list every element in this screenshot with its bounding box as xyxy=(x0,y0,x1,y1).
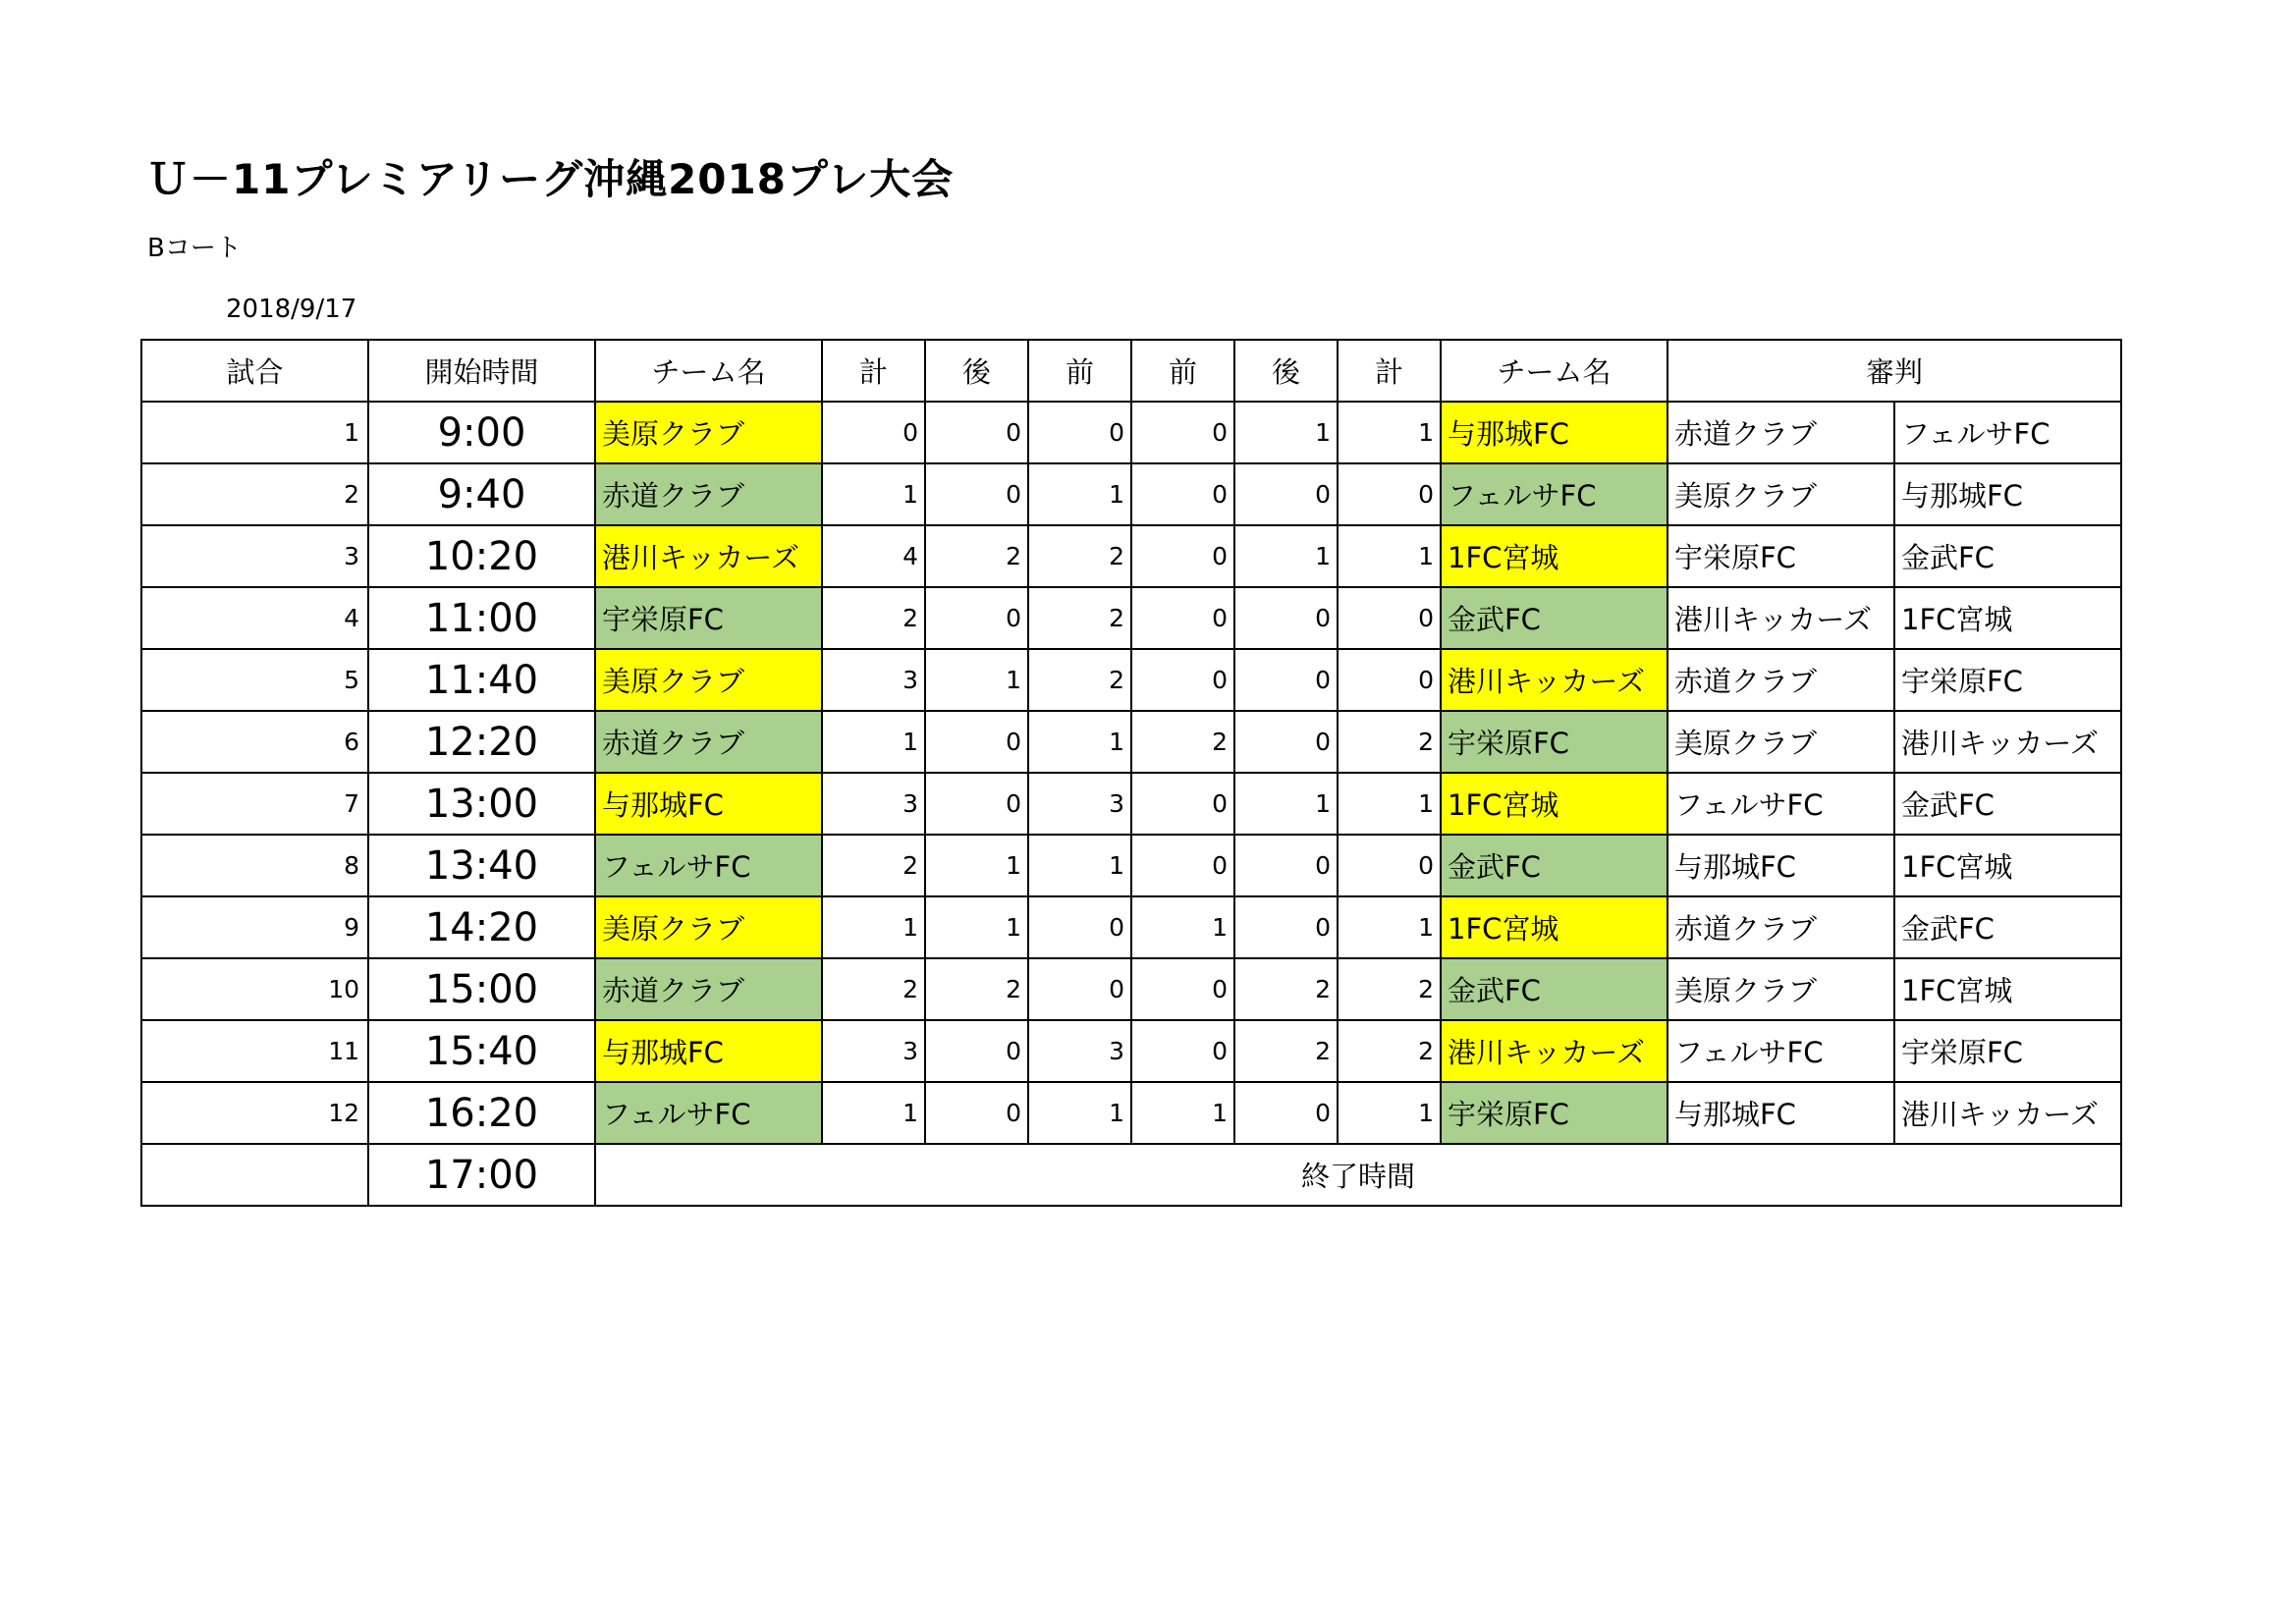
total-a: 1 xyxy=(822,896,925,958)
team-b: 金武FC xyxy=(1441,835,1667,896)
second-half-a: 0 xyxy=(925,1082,1028,1144)
referee-1: 美原クラブ xyxy=(1667,958,1894,1020)
team-a: 赤道クラブ xyxy=(595,958,822,1020)
second-half-a: 2 xyxy=(925,525,1028,587)
total-b: 0 xyxy=(1338,835,1441,896)
page-title: Ｕ－11プレミアリーグ沖縄2018プレ大会 xyxy=(147,155,955,203)
header-row xyxy=(141,340,2121,402)
first-half-b: 0 xyxy=(1131,587,1234,649)
team-b: 港川キッカーズ xyxy=(1441,649,1667,711)
match-number: 10 xyxy=(141,958,368,1020)
team-a: 港川キッカーズ xyxy=(595,525,822,587)
first-half-b: 1 xyxy=(1131,896,1234,958)
second-half-a: 0 xyxy=(925,773,1028,835)
header-second-half-a: 後 xyxy=(925,340,1028,402)
total-a: 1 xyxy=(822,463,925,525)
total-a: 3 xyxy=(822,1020,925,1082)
end-row-blank xyxy=(141,1144,368,1206)
second-half-b: 1 xyxy=(1234,402,1338,463)
first-half-b: 0 xyxy=(1131,649,1234,711)
table-row xyxy=(141,402,2121,463)
first-half-a: 1 xyxy=(1028,463,1131,525)
total-b: 1 xyxy=(1338,525,1441,587)
second-half-b: 0 xyxy=(1234,1082,1338,1144)
table-row xyxy=(141,1020,2121,1082)
referee-1: 美原クラブ xyxy=(1667,711,1894,773)
header-team-b: チーム名 xyxy=(1441,340,1667,402)
table-row xyxy=(141,1082,2121,1144)
header-start-time: 開始時間 xyxy=(368,340,595,402)
total-a: 2 xyxy=(822,587,925,649)
match-schedule-table xyxy=(140,339,2122,1207)
first-half-a: 3 xyxy=(1028,773,1131,835)
second-half-a: 0 xyxy=(925,711,1028,773)
total-b: 0 xyxy=(1338,649,1441,711)
second-half-b: 0 xyxy=(1234,896,1338,958)
referee-1: 赤道クラブ xyxy=(1667,649,1894,711)
team-b: 与那城FC xyxy=(1441,402,1667,463)
total-b: 1 xyxy=(1338,896,1441,958)
team-b: 宇栄原FC xyxy=(1441,711,1667,773)
start-time: 11:40 xyxy=(368,649,595,711)
team-b: 1FC宮城 xyxy=(1441,773,1667,835)
court-label: Bコート xyxy=(147,234,242,263)
first-half-b: 1 xyxy=(1131,1082,1234,1144)
first-half-a: 3 xyxy=(1028,1020,1131,1082)
first-half-b: 0 xyxy=(1131,402,1234,463)
start-time: 15:00 xyxy=(368,958,595,1020)
team-a: 与那城FC xyxy=(595,1020,822,1082)
second-half-a: 1 xyxy=(925,896,1028,958)
referee-1: フェルサFC xyxy=(1667,1020,1894,1082)
second-half-b: 2 xyxy=(1234,958,1338,1020)
team-b: フェルサFC xyxy=(1441,463,1667,525)
second-half-a: 1 xyxy=(925,649,1028,711)
second-half-a: 2 xyxy=(925,958,1028,1020)
start-time: 9:40 xyxy=(368,463,595,525)
first-half-b: 0 xyxy=(1131,958,1234,1020)
first-half-a: 2 xyxy=(1028,649,1131,711)
second-half-b: 0 xyxy=(1234,587,1338,649)
team-a: 赤道クラブ xyxy=(595,711,822,773)
total-a: 2 xyxy=(822,958,925,1020)
second-half-a: 0 xyxy=(925,463,1028,525)
match-number: 5 xyxy=(141,649,368,711)
first-half-a: 0 xyxy=(1028,402,1131,463)
referee-2: 港川キッカーズ xyxy=(1894,1082,2121,1144)
team-a: フェルサFC xyxy=(595,1082,822,1144)
referee-1: フェルサFC xyxy=(1667,773,1894,835)
end-time: 17:00 xyxy=(368,1144,595,1206)
match-number: 11 xyxy=(141,1020,368,1082)
start-time: 14:20 xyxy=(368,896,595,958)
table-row xyxy=(141,835,2121,896)
total-a: 1 xyxy=(822,1082,925,1144)
referee-2: 1FC宮城 xyxy=(1894,835,2121,896)
header-second-half-b: 後 xyxy=(1234,340,1338,402)
second-half-b: 1 xyxy=(1234,525,1338,587)
first-half-b: 0 xyxy=(1131,525,1234,587)
start-time: 13:00 xyxy=(368,773,595,835)
match-number: 6 xyxy=(141,711,368,773)
match-number: 12 xyxy=(141,1082,368,1144)
second-half-a: 0 xyxy=(925,402,1028,463)
start-time: 9:00 xyxy=(368,402,595,463)
table-row xyxy=(141,773,2121,835)
referee-2: 宇栄原FC xyxy=(1894,1020,2121,1082)
team-a: フェルサFC xyxy=(595,835,822,896)
first-half-a: 0 xyxy=(1028,896,1131,958)
total-a: 3 xyxy=(822,649,925,711)
total-a: 2 xyxy=(822,835,925,896)
total-a: 3 xyxy=(822,773,925,835)
second-half-b: 0 xyxy=(1234,649,1338,711)
team-a: 与那城FC xyxy=(595,773,822,835)
referee-2: 港川キッカーズ xyxy=(1894,711,2121,773)
first-half-b: 0 xyxy=(1131,463,1234,525)
header-total-b: 計 xyxy=(1338,340,1441,402)
team-a: 美原クラブ xyxy=(595,402,822,463)
referee-2: 金武FC xyxy=(1894,525,2121,587)
first-half-b: 0 xyxy=(1131,773,1234,835)
referee-2: 金武FC xyxy=(1894,896,2121,958)
second-half-a: 1 xyxy=(925,835,1028,896)
match-number: 7 xyxy=(141,773,368,835)
event-date: 2018/9/17 xyxy=(226,295,357,324)
header-match: 試合 xyxy=(141,340,368,402)
first-half-b: 0 xyxy=(1131,835,1234,896)
total-b: 1 xyxy=(1338,402,1441,463)
header-total-a: 計 xyxy=(822,340,925,402)
first-half-a: 0 xyxy=(1028,958,1131,1020)
team-b: 1FC宮城 xyxy=(1441,525,1667,587)
start-time: 16:20 xyxy=(368,1082,595,1144)
referee-2: 1FC宮城 xyxy=(1894,958,2121,1020)
start-time: 15:40 xyxy=(368,1020,595,1082)
referee-2: 宇栄原FC xyxy=(1894,649,2121,711)
total-b: 2 xyxy=(1338,711,1441,773)
team-a: 赤道クラブ xyxy=(595,463,822,525)
total-a: 4 xyxy=(822,525,925,587)
start-time: 12:20 xyxy=(368,711,595,773)
referee-1: 与那城FC xyxy=(1667,835,1894,896)
total-a: 1 xyxy=(822,711,925,773)
referee-1: 赤道クラブ xyxy=(1667,896,1894,958)
team-b: 宇栄原FC xyxy=(1441,1082,1667,1144)
referee-2: 1FC宮城 xyxy=(1894,587,2121,649)
first-half-b: 2 xyxy=(1131,711,1234,773)
match-number: 1 xyxy=(141,402,368,463)
total-b: 0 xyxy=(1338,463,1441,525)
match-number: 4 xyxy=(141,587,368,649)
referee-2: フェルサFC xyxy=(1894,402,2121,463)
total-b: 2 xyxy=(1338,958,1441,1020)
referee-1: 港川キッカーズ xyxy=(1667,587,1894,649)
table-row xyxy=(141,649,2121,711)
first-half-a: 2 xyxy=(1028,587,1131,649)
referee-1: 赤道クラブ xyxy=(1667,402,1894,463)
table-row xyxy=(141,958,2121,1020)
second-half-b: 2 xyxy=(1234,1020,1338,1082)
second-half-b: 0 xyxy=(1234,835,1338,896)
second-half-b: 0 xyxy=(1234,711,1338,773)
referee-1: 宇栄原FC xyxy=(1667,525,1894,587)
referee-1: 美原クラブ xyxy=(1667,463,1894,525)
team-b: 金武FC xyxy=(1441,958,1667,1020)
end-time-row xyxy=(141,1144,2121,1206)
table-row xyxy=(141,896,2121,958)
start-time: 10:20 xyxy=(368,525,595,587)
header-first-half-b: 前 xyxy=(1131,340,1234,402)
total-b: 1 xyxy=(1338,773,1441,835)
total-a: 0 xyxy=(822,402,925,463)
team-b: 金武FC xyxy=(1441,587,1667,649)
match-number: 8 xyxy=(141,835,368,896)
team-b: 1FC宮城 xyxy=(1441,896,1667,958)
referee-2: 金武FC xyxy=(1894,773,2121,835)
start-time: 11:00 xyxy=(368,587,595,649)
header-first-half-a: 前 xyxy=(1028,340,1131,402)
total-b: 0 xyxy=(1338,587,1441,649)
first-half-a: 2 xyxy=(1028,525,1131,587)
second-half-a: 0 xyxy=(925,1020,1028,1082)
table-row xyxy=(141,587,2121,649)
match-number: 9 xyxy=(141,896,368,958)
total-b: 1 xyxy=(1338,1082,1441,1144)
first-half-b: 0 xyxy=(1131,1020,1234,1082)
first-half-a: 1 xyxy=(1028,835,1131,896)
second-half-b: 1 xyxy=(1234,773,1338,835)
header-referee: 審判 xyxy=(1667,340,2121,402)
team-b: 港川キッカーズ xyxy=(1441,1020,1667,1082)
total-b: 2 xyxy=(1338,1020,1441,1082)
team-a: 宇栄原FC xyxy=(595,587,822,649)
table-row xyxy=(141,463,2121,525)
start-time: 13:40 xyxy=(368,835,595,896)
second-half-b: 0 xyxy=(1234,463,1338,525)
first-half-a: 1 xyxy=(1028,711,1131,773)
table-row xyxy=(141,525,2121,587)
team-a: 美原クラブ xyxy=(595,649,822,711)
team-a: 美原クラブ xyxy=(595,896,822,958)
header-team-a: チーム名 xyxy=(595,340,822,402)
table-row xyxy=(141,711,2121,773)
match-number: 3 xyxy=(141,525,368,587)
end-time-label: 終了時間 xyxy=(595,1144,2121,1206)
referee-1: 与那城FC xyxy=(1667,1082,1894,1144)
referee-2: 与那城FC xyxy=(1894,463,2121,525)
first-half-a: 1 xyxy=(1028,1082,1131,1144)
match-number: 2 xyxy=(141,463,368,525)
second-half-a: 0 xyxy=(925,587,1028,649)
